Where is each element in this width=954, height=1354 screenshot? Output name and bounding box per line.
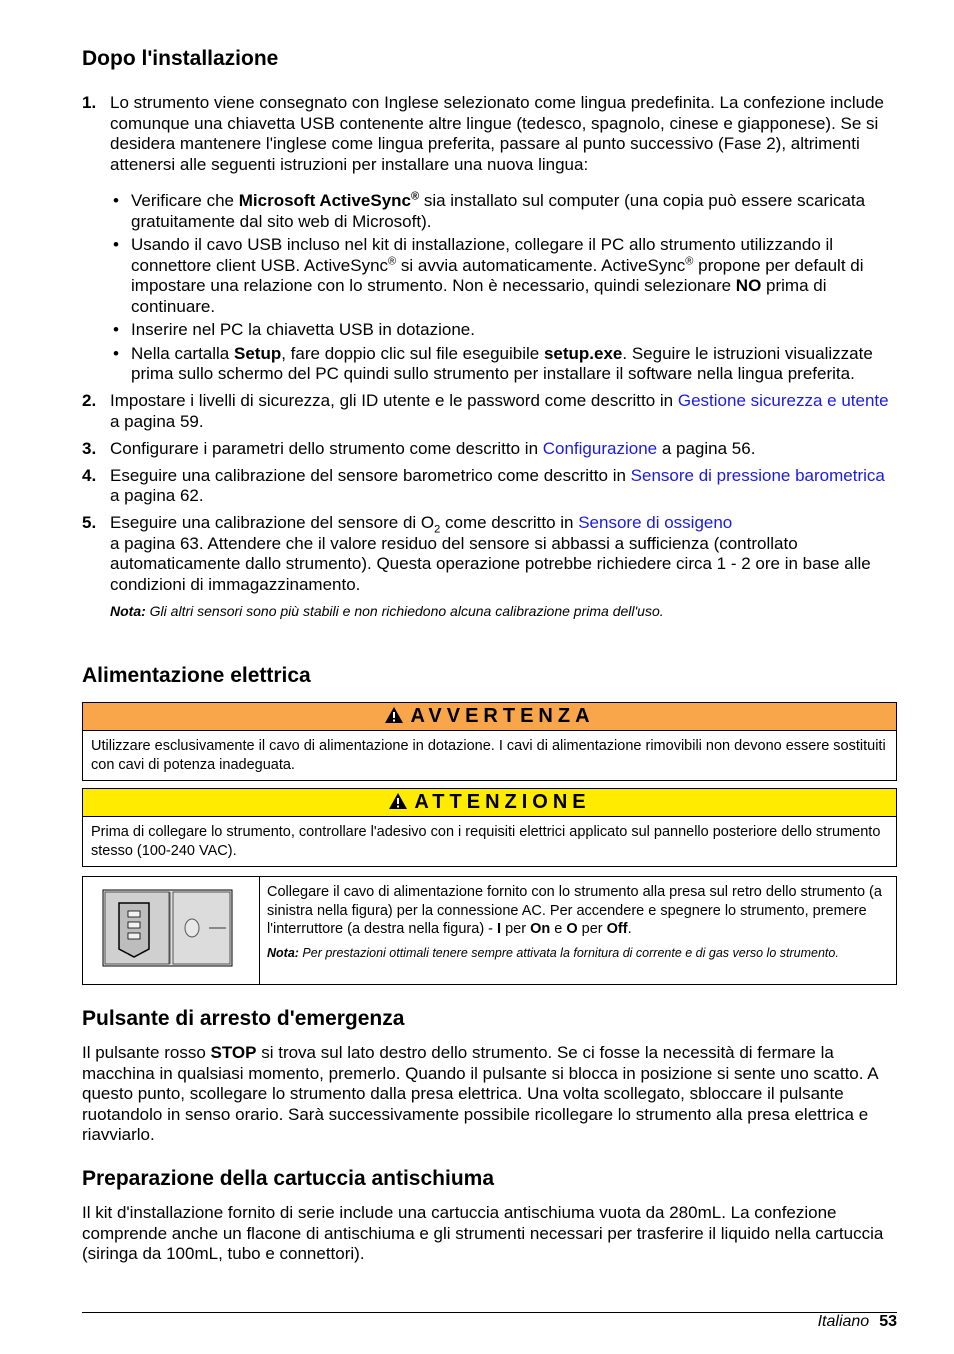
step-text: a pagina 59. <box>110 411 204 431</box>
step-3 <box>82 439 897 460</box>
step-text: Impostare i livelli di sicurezza, gli ID utente e le password come descritto in <box>110 391 678 410</box>
note-label: Nota: <box>267 945 299 960</box>
step-text: Lo strumento viene consegnato con Inglese selezionato come lingua predefinita. La confezione include comunque una chiavetta USB contenente altre lingue (tedesco, spagnolo, cinese e giapponese). Se si desidera mantenere l'inglese come lingua preferita, passare al punto successivo (Fase 2), altrimenti attenersi alle seguenti istruzioni per installare una nuova lingua: <box>110 93 885 174</box>
antifoam-paragraph: Il kit d'installazione fornito di serie include una cartuccia antischiuma vuota da 280mL. La confezione comprende anche un flacone di antischiuma e gli strumenti necessari per trasferire il liquido nella cartuccia (siringa da 100mL, tubo e connettori). <box>82 1203 884 1263</box>
step-text: a pagina 63. Attendere che il valore residuo del sensore si abbassi a sufficienza (controllato automaticamente dallo strumento). Questa operazione potrebbe richiedere circa 1 - 2 ore in base alle condizioni di immagazzinamento. <box>110 533 871 594</box>
step-5 <box>82 513 897 622</box>
page-number: 53 <box>879 1313 897 1330</box>
footer-divider <box>82 1312 897 1313</box>
note-label: Nota: <box>110 603 146 619</box>
note <box>267 945 887 962</box>
registered-mark: ® <box>685 254 694 267</box>
power-connection-text <box>267 883 887 961</box>
link-security-users[interactable]: Gestione sicurezza e utente <box>677 391 889 410</box>
power-figure-cell <box>83 877 260 984</box>
step-number: 2. <box>82 391 97 410</box>
step-number: 5. <box>82 513 97 532</box>
power-bold: On <box>530 921 551 937</box>
bullet-text: Verificare che <box>131 191 239 210</box>
caution-label: ATTENZIONE <box>414 791 591 813</box>
power-bold: Off <box>606 921 628 937</box>
power-connection-table <box>82 876 897 985</box>
bullet-bold: Setup <box>234 343 282 363</box>
bullet-text: , fare doppio clic sul file eseguibile <box>281 343 544 363</box>
link-oxygen-sensor[interactable]: Sensore di ossigeno <box>578 513 733 532</box>
footer-language: Italiano <box>817 1313 870 1330</box>
registered-mark: ® <box>410 190 420 203</box>
power-text: per <box>501 921 531 937</box>
page-footer <box>818 1313 897 1331</box>
bullet-text: si avvia automaticamente. ActiveSync <box>396 255 686 275</box>
bullet-bold: NO <box>735 276 762 295</box>
step-number: 1. <box>82 93 97 112</box>
step-number: 4. <box>82 465 97 485</box>
warning-triangle-icon <box>384 706 404 724</box>
subscript: 2 <box>434 523 441 536</box>
power-bold: I <box>497 921 502 937</box>
note-text: Gli altri sensori sono più stabili e non richiedono alcuna calibrazione prima dell'uso. <box>145 603 664 619</box>
power-inlet-switch-figure <box>83 877 259 984</box>
paragraph-text: Il pulsante rosso <box>82 1043 211 1062</box>
warning-body: Utilizzare esclusivamente il cavo di alimentazione in dotazione. I cavi di alimentazione rimovibili non devono essere sostituiti con cavi di potenza inadeguata. <box>82 731 897 781</box>
power-text: e <box>550 921 567 937</box>
link-configuration[interactable]: Configurazione <box>542 438 658 458</box>
step-number: 3. <box>82 438 97 458</box>
power-text: . <box>627 921 632 937</box>
bullet-item: • Inserire nel PC la chiavetta USB in dotazione. <box>113 320 475 339</box>
note <box>110 601 897 622</box>
bullet-text: . Seguire le istruzioni visualizzate prima sullo schermo del PC quindi sullo strumento per installare il software nella lingua preferita. <box>131 343 873 383</box>
warning-triangle-icon <box>388 792 408 810</box>
warning-header <box>82 702 897 731</box>
install-steps <box>82 93 897 628</box>
bullet-item: • Nella cartalla Setup, fare doppio clic sul file eseguibile setup.exe. Seguire le istruzioni visualizzate prima sullo schermo del PC quindi sullo strumento per installare il software nella lingua preferita. <box>113 343 873 383</box>
step-text: Eseguire una calibrazione del sensore di O <box>110 513 435 532</box>
step-4 <box>82 466 897 507</box>
bullet-item: • Verificare che Microsoft ActiveSync® sia installato sul computer (una copia può essere scaricata gratuitamente dal sito web di Microsoft). <box>113 190 866 231</box>
section-title-power: Alimentazione elettrica <box>82 664 311 687</box>
bullet-text: Usando il cavo USB incluso nel kit di installazione, collegare il PC allo strumento utilizzando il connettore client USB. ActiveSync <box>131 235 834 275</box>
power-bold: O <box>566 921 578 937</box>
step-text: come descritto in <box>440 513 579 532</box>
bullet-bold: Microsoft ActiveSync <box>238 191 411 210</box>
section-title-after-install: Dopo l'installazione <box>82 47 279 70</box>
power-text: per <box>577 921 607 937</box>
step-2 <box>82 391 897 432</box>
stop-bold: STOP <box>210 1043 257 1062</box>
bullet-text: Inserire nel PC la chiavetta USB in dotazione. <box>131 320 475 339</box>
paragraph-text: si trova sul lato destro dello strumento. Se ci fosse la necessità di fermare la macchina in qualsiasi momento, premerlo. Quando il pulsante si blocca in posizione si sente uno scatto. A questo punto, scollegare lo strumento dalla presa elettrica. Una volta scollegato, sbloccare il pulsante ruotandolo in senso orario. Sarà successivamente possibile ricollegare lo strumento alla presa elettrica e riavviarlo. <box>82 1043 878 1144</box>
emergency-paragraph <box>82 1043 897 1146</box>
section-title-emergency: Pulsante di arresto d'emergenza <box>82 1007 405 1030</box>
bullet-bold: setup.exe <box>543 343 623 363</box>
step-1-bullets <box>110 191 897 385</box>
section-title-antifoam: Preparazione della cartuccia antischiuma <box>82 1167 495 1190</box>
registered-mark: ® <box>388 254 397 267</box>
bullet-text: propone per default di impostare una relazione con lo strumento. Non è necessario, quindi selezionare <box>131 255 864 295</box>
power-text: Collegare il cavo di alimentazione fornito con lo strumento alla presa sul retro dello strumento (a sinistra nella figura) per la connessione AC. Per accendere e spegnere lo strumento, premere l'interruttore (a destra nella figura) - <box>267 884 882 937</box>
caution-body: Prima di collegare lo strumento, controllare l'adesivo con i requisiti elettrici applicato sul pannello posteriore dello strumento stesso (100-240 VAC). <box>82 817 897 867</box>
step-text: a pagina 62. <box>110 486 204 505</box>
bullet-text: Nella cartalla <box>131 343 234 363</box>
step-text: Eseguire una calibrazione del sensore barometrico come descritto in <box>110 465 631 485</box>
step-text: Configurare i parametri dello strumento come descritto in <box>110 438 543 458</box>
step-text: a pagina 56. <box>657 438 756 458</box>
step-1 <box>82 93 897 385</box>
link-barometric-sensor[interactable]: Sensore di pressione barometrica <box>630 465 885 485</box>
bullet-text: sia installato sul computer (una copia può essere scaricata gratuitamente dal sito web di Microsoft). <box>131 191 866 231</box>
note-text: Per prestazioni ottimali tenere sempre attivata la fornitura di corrente e di gas verso lo strumento. <box>298 945 839 960</box>
caution-header <box>82 788 897 817</box>
warning-label: AVVERTENZA <box>410 705 595 727</box>
bullet-text: prima di continuare. <box>131 276 827 316</box>
bullet-item: • Usando il cavo USB incluso nel kit di installazione, collegare il PC allo strumento utilizzando il connettore client USB. ActiveSync® si avvia automaticamente. ActiveSync® propone per default di impostare una relazione con lo strumento. Non è necessario, quindi selezionare NO prima di continuare. <box>113 235 864 316</box>
